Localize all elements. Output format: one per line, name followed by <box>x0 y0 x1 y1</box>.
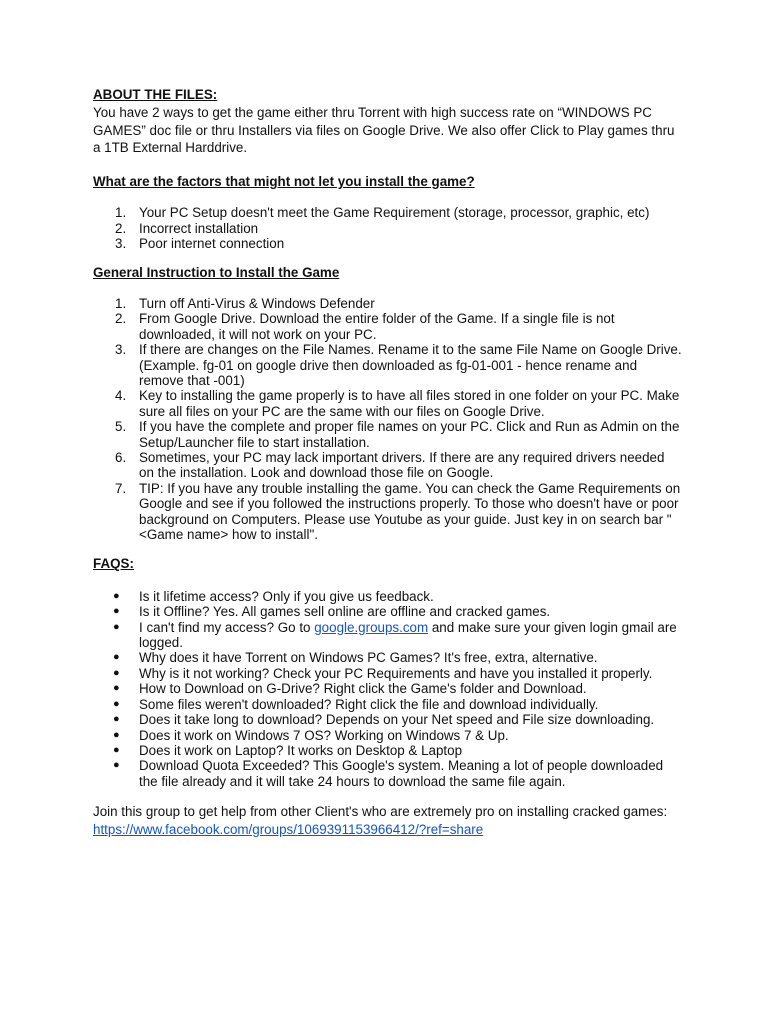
bullet-icon: ● <box>113 605 120 618</box>
bullet-icon: ● <box>113 713 120 726</box>
list-number: 6. <box>115 450 127 465</box>
faq-text: Why is it not working? Check your PC Requirements and have you installed it properly. <box>139 665 653 681</box>
list-item-text: Incorrect installation <box>139 220 259 236</box>
faq-item <box>93 743 683 758</box>
faq-item <box>93 697 683 712</box>
faq-text-before-link: I can't find my access? Go to <box>139 619 315 635</box>
faq-item <box>93 681 683 696</box>
faq-text: Why does it have Torrent on Windows PC Games? It's free, extra, alternative. <box>139 650 598 666</box>
list-item-text: Sometimes, your PC may lack important drivers. If there are any required drivers needed on the installation. Look and download those file on Google. <box>139 450 665 481</box>
about-heading: ABOUT THE FILES: <box>93 87 218 102</box>
faq-text: Does it work on Windows 7 OS? Working on Windows 7 & Up. <box>139 727 509 743</box>
faqs-list <box>93 589 683 789</box>
faq-text: Some files weren't downloaded? Right click the file and download individually. <box>139 696 599 712</box>
faq-item <box>93 712 683 727</box>
bullet-icon: ● <box>113 666 120 679</box>
faq-text: Download Quota Exceeded? This Google's system. Meaning a lot of people downloaded the file already and it will take 24 hours to download the same file again. <box>139 758 664 789</box>
list-number: 3. <box>115 236 127 252</box>
list-number: 4. <box>115 388 127 404</box>
list-number: 3. <box>115 342 127 358</box>
list-item-text: Poor internet connection <box>139 236 285 252</box>
list-number: 1. <box>115 205 127 221</box>
list-number: 5. <box>115 419 127 435</box>
about-paragraph: You have 2 ways to get the game either thru Torrent with high success rate on “WINDOWS PC GAMES” doc file or thru Installers via files on Google Drive. We also offer Click to Play games thru a 1TB External Harddrive. <box>93 105 675 156</box>
instructions-list <box>93 296 683 543</box>
list-item-text: TIP: If you have any trouble installing the game. You can check the Game Requirements on Google and see if you followed the instructions properly. To those who doesn't have or poor background on Computers. Please use Youtube as your guide. Just key in on search bar "<Game name> how to install". <box>139 480 681 543</box>
list-item-text: Key to installing the game properly is to have all files stored in one folder on your PC. Make sure all files on your PC are the same with our files on Google Drive. <box>139 388 680 419</box>
bullet-icon: ● <box>113 743 120 756</box>
list-item-text: Your PC Setup doesn't meet the Game Requirement (storage, processor, graphic, etc) <box>139 205 650 221</box>
bullet-icon: ● <box>113 697 120 710</box>
list-item <box>93 221 683 236</box>
list-item <box>93 342 683 388</box>
list-item <box>93 205 683 220</box>
google-groups-link[interactable]: google.groups.com <box>314 619 429 635</box>
list-item <box>93 388 683 419</box>
faq-item <box>93 604 683 619</box>
faq-text: How to Download on G-Drive? Right click the Game's folder and Download. <box>139 681 587 697</box>
faq-item <box>93 758 683 789</box>
faq-text: Is it lifetime access? Only if you give us feedback. <box>139 588 434 604</box>
list-item <box>93 450 683 481</box>
document-content <box>93 87 683 838</box>
facebook-group-link[interactable]: https://www.facebook.com/groups/1069391153966412/?ref=share <box>93 821 484 837</box>
faq-text: Is it Offline? Yes. All games sell online are offline and cracked games. <box>139 604 551 620</box>
faq-item <box>93 650 683 665</box>
list-number: 2. <box>115 311 127 327</box>
instructions-heading: General Instruction to Install the Game <box>93 264 340 280</box>
bullet-icon: ● <box>113 759 120 772</box>
faqs-heading: FAQS: <box>93 556 134 572</box>
faq-text: Does it work on Laptop? It works on Desktop & Laptop <box>139 742 463 758</box>
bullet-icon: ● <box>113 682 120 695</box>
faq-text: Does it take long to download? Depends on your Net speed and File size downloading. <box>139 712 655 728</box>
list-item-text: From Google Drive. Download the entire folder of the Game. If a single file is not downloaded, it will not work on your PC. <box>139 311 615 342</box>
faq-item <box>93 728 683 743</box>
bullet-icon: ● <box>113 620 120 633</box>
list-number: 1. <box>115 295 127 311</box>
list-item <box>93 236 683 251</box>
list-item-text: Turn off Anti-Virus & Windows Defender <box>139 295 375 311</box>
list-item <box>93 296 683 311</box>
factors-list <box>93 205 683 251</box>
list-item <box>93 481 683 543</box>
factors-heading: What are the factors that might not let you install the game? <box>93 173 475 189</box>
list-item-text: If you have the complete and proper file names on your PC. Click and Run as Admin on the Setup/Launcher file to start installation. <box>139 419 680 450</box>
faq-text-after-link: and make sure your given login gmail are logged. <box>139 619 677 651</box>
bullet-icon: ● <box>113 589 120 602</box>
join-text: Join this group to get help from other Client's who are extremely pro on installing cracked games: <box>93 804 668 820</box>
bullet-icon: ● <box>113 728 120 741</box>
bullet-icon: ● <box>113 651 120 664</box>
join-group-paragraph <box>93 803 683 838</box>
list-item <box>93 419 683 450</box>
faq-item <box>93 666 683 681</box>
faq-item <box>93 589 683 604</box>
faq-item <box>93 620 683 651</box>
list-number: 2. <box>115 220 127 236</box>
list-item <box>93 311 683 342</box>
list-item-text: If there are changes on the File Names. Rename it to the same File Name on Google Drive. (Example. fg-01 on google drive then downloaded as fg-01-001 - hence rename and remove that -001) <box>139 342 682 388</box>
list-number: 7. <box>115 480 127 496</box>
